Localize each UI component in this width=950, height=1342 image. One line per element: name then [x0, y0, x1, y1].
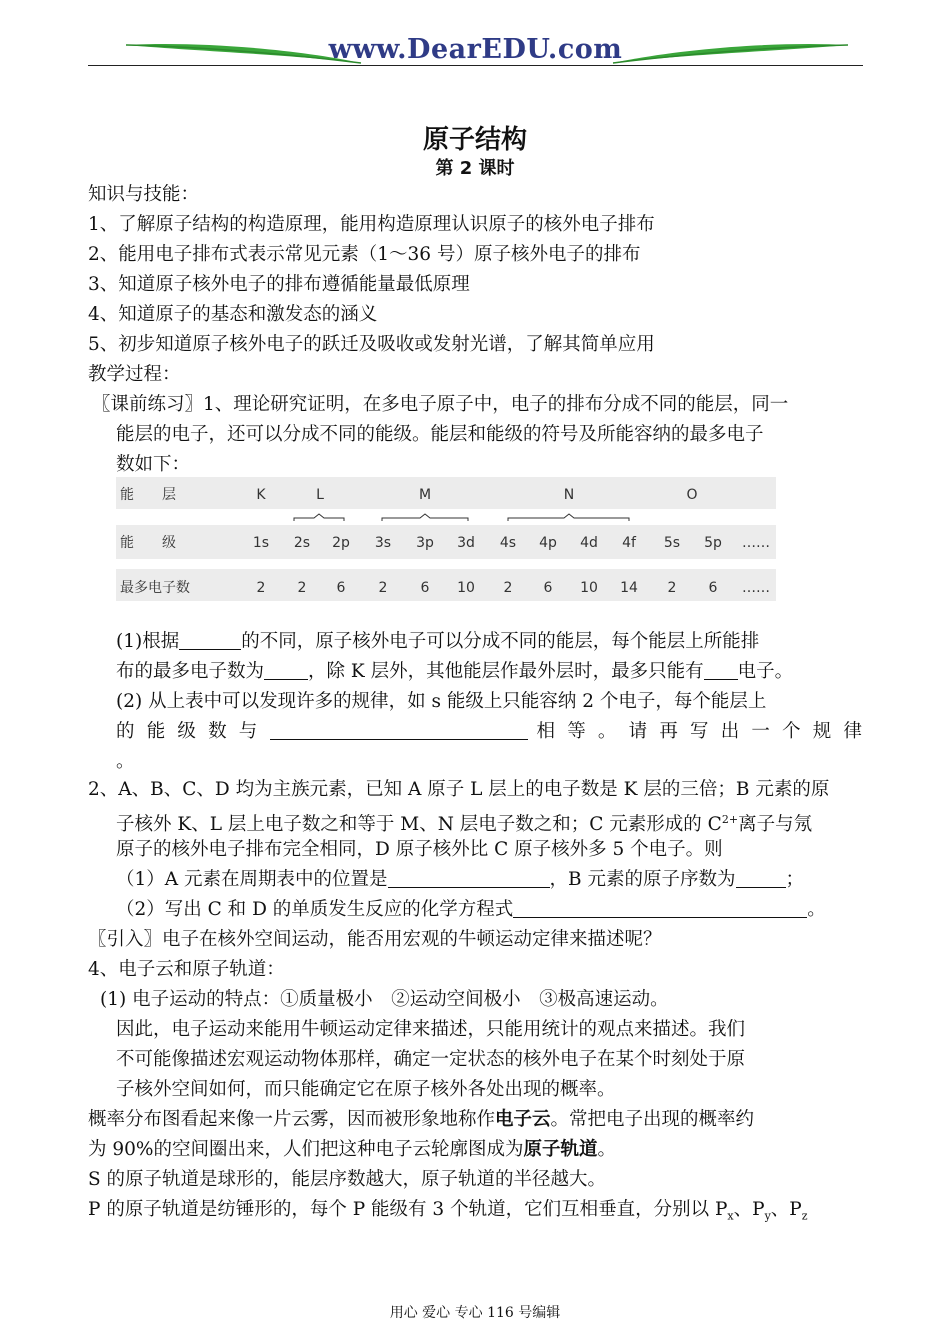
- q1-part2-line1: (2) 从上表中可以发现许多的规律，如 s 能级上只能容纳 2 个电子，每个能层上: [116, 691, 767, 712]
- body-text: 、P: [770, 1199, 802, 1220]
- subscript-z: z: [801, 1209, 808, 1223]
- max-electron-cell: 10: [580, 580, 598, 596]
- process-heading: 教学过程：: [88, 364, 181, 385]
- answer-blank-1[interactable]: [179, 629, 241, 650]
- body-text: 。: [597, 1139, 617, 1160]
- sublevel-cell: 4p: [539, 535, 557, 551]
- charge-superscript: 2+: [721, 813, 739, 826]
- max-electron-cell: 14: [620, 580, 638, 596]
- sublevel-cell: 3p: [416, 535, 434, 551]
- shell-N: N: [563, 487, 575, 503]
- body-text: 为 90%的空间圈出来，人们把这种电子云轮廓图成为: [88, 1139, 524, 1160]
- max-electron-cell: 6: [708, 580, 718, 596]
- goals-heading: 知识与技能：: [88, 184, 200, 205]
- shell-O: O: [686, 487, 698, 503]
- section4-line-3: 不可能像描述宏观运动物体那样，确定一定状态的核外电子在某个时刻处于原: [116, 1049, 746, 1070]
- sublevel-cell: ……: [742, 535, 770, 551]
- q2-text: ；: [785, 869, 805, 890]
- header-rule: [88, 65, 863, 66]
- section4-para-4: [88, 1195, 808, 1232]
- max-electron-cell: 6: [420, 580, 430, 596]
- goal-item-3: 3、知道原子核外电子的排布遵循能量最低原理: [88, 274, 470, 295]
- intro-line: 〖引入〗电子在核外空间运动，能否用宏观的牛顿运动定律来描述呢？: [88, 929, 662, 950]
- sublevel-cell: 1s: [252, 535, 270, 551]
- q1-text: 电子。: [737, 661, 794, 682]
- exercise-line-3: 数如下：: [116, 454, 191, 475]
- max-electron-cell: 10: [457, 580, 475, 596]
- exercise-line-1: 〖课前练习〗1、理论研究证明，在多电子原子中，电子的排布分成不同的能层，同一: [92, 394, 789, 415]
- q2-line-4: [116, 865, 804, 895]
- q2-text: （2）写出 C 和 D 的单质发生反应的化学方程式: [116, 899, 514, 920]
- body-text: 概率分布图看起来像一片云雾，因而被形象地称作: [88, 1109, 496, 1130]
- q1-part2-line3: 。: [116, 751, 135, 772]
- max-electron-cell: ……: [742, 580, 770, 596]
- q1-text: ，除 K 层外，其他能层作最外层时，最多只能有: [308, 661, 704, 682]
- sublevel-cell: 3s: [374, 535, 392, 551]
- body-text: 。常把电子出现的概率约: [550, 1109, 755, 1130]
- page-title: 原子结构: [422, 125, 527, 155]
- shell-L: L: [316, 487, 324, 503]
- goal-item-5: 5、初步知道原子核外电子的跃迁及吸收或发射光谱，了解其简单应用: [88, 334, 655, 355]
- q2-text: 子核外 K、L 层上电子数之和等于 M、N 层电子数之和；C 元素形成的 C: [116, 814, 722, 836]
- q2-line-1: 2、A、B、C、D 均为主族元素，已知 A 原子 L 层上的电子数是 K 层的三倍；B 元素的原: [88, 779, 830, 800]
- goal-item-1: 1、了解原子结构的构造原理，能用构造原理认识原子的核外电子排布: [88, 214, 655, 235]
- shell-M: M: [418, 487, 432, 503]
- q2-text: 。: [807, 899, 826, 920]
- page-header: [88, 28, 863, 78]
- row-label-1: 能 层: [120, 487, 176, 503]
- exercise-line-2: 能层的电子，还可以分成不同的能级。能层和能级的符号及所能容纳的最多电子: [116, 424, 764, 445]
- q1-text: 的 能 级 数 与: [116, 721, 261, 742]
- sublevel-cell: 4d: [580, 535, 598, 551]
- body-text: P 的原子轨道是纺锤形的，每个 P 能级有 3 个轨道，它们互相垂直，分别以 P: [88, 1199, 728, 1220]
- max-electron-cell: 2: [297, 580, 307, 596]
- q2-text: ，B 元素的原子序数为: [549, 869, 736, 890]
- q1-part2-line2: [116, 717, 862, 747]
- q1-part1-line2: [116, 657, 793, 687]
- page-subtitle: 第 2 课时: [435, 158, 515, 179]
- subscript-y: y: [764, 1209, 771, 1223]
- sublevel-cell: 3d: [457, 535, 475, 551]
- sublevel-cell: 2s: [293, 535, 311, 551]
- q2-text: 离子与氖: [738, 814, 813, 836]
- answer-blank-7[interactable]: [513, 897, 807, 918]
- sublevel-cell: 4s: [499, 535, 517, 551]
- answer-blank-2[interactable]: [264, 659, 308, 680]
- q2-line-5: [116, 895, 826, 925]
- q1-text: (1)根据: [116, 631, 180, 652]
- site-logo-text[interactable]: www.DearEDU.com: [328, 34, 623, 65]
- sublevel-cell: 4f: [622, 535, 636, 551]
- goal-item-4: 4、知道原子的基态和激发态的涵义: [88, 304, 378, 325]
- max-electron-cell: 2: [378, 580, 388, 596]
- subscript-x: x: [727, 1209, 734, 1223]
- section4-para-2: [88, 1135, 616, 1165]
- q2-line-3: 原子的核外电子排布完全相同，D 原子核外比 C 原子核外多 5 个电子。则: [116, 839, 723, 860]
- term-atomic-orbital: 原子轨道: [523, 1139, 598, 1160]
- q1-text: 布的最多电子数为: [116, 661, 265, 682]
- sublevel-cell: 5s: [663, 535, 681, 551]
- answer-blank-3[interactable]: [704, 659, 738, 680]
- energy-level-table-graphic: [116, 477, 776, 601]
- energy-level-table: [116, 477, 776, 601]
- row-label-3: 最多电子数: [120, 580, 190, 596]
- page-footer: 用心 爱心 专心 116 号编辑: [389, 1305, 561, 1321]
- row-label-2: 能 级: [120, 535, 176, 551]
- section4-heading: 4、电子云和原子轨道：: [88, 959, 285, 980]
- q1-text: 相 等 。 请 再 写 出 一 个 规 律: [536, 721, 862, 742]
- answer-blank-4[interactable]: [270, 719, 528, 740]
- q1-part1-line1: [116, 627, 759, 657]
- max-electron-cell: 2: [503, 580, 513, 596]
- q1-text: 的不同，原子核外电子可以分成不同的能层，每个能层上所能排: [241, 631, 760, 652]
- section4-line-2: 因此，电子运动来能用牛顿运动定律来描述，只能用统计的观点来描述。我们: [116, 1019, 746, 1040]
- shell-K: K: [256, 487, 266, 503]
- sublevel-cell: 2p: [332, 535, 350, 551]
- section4-para-1: [88, 1105, 754, 1135]
- section4-line-1: (1) 电子运动的特点：①质量极小 ②运动空间极小 ③极高速运动。: [100, 989, 669, 1010]
- sublevel-cell: 5p: [704, 535, 722, 551]
- max-electron-cell: 2: [256, 580, 266, 596]
- section4-line-4: 子核外空间如何，而只能确定它在原子核外各处出现的概率。: [116, 1079, 616, 1100]
- max-electron-cell: 6: [336, 580, 346, 596]
- body-text: 、P: [733, 1199, 765, 1220]
- max-electron-cell: 2: [667, 580, 677, 596]
- q2-text: （1）A 元素在周期表中的位置是: [116, 869, 388, 890]
- section4-para-3: S 的原子轨道是球形的，能层序数越大，原子轨道的半径越大。: [88, 1169, 607, 1190]
- term-electron-cloud: 电子云: [495, 1109, 551, 1130]
- max-electron-cell: 6: [543, 580, 553, 596]
- answer-blank-5[interactable]: [388, 867, 550, 888]
- goal-item-2: 2、能用电子排布式表示常见元素（1～36 号）原子核外电子的排布: [88, 244, 641, 265]
- answer-blank-6[interactable]: [736, 867, 786, 888]
